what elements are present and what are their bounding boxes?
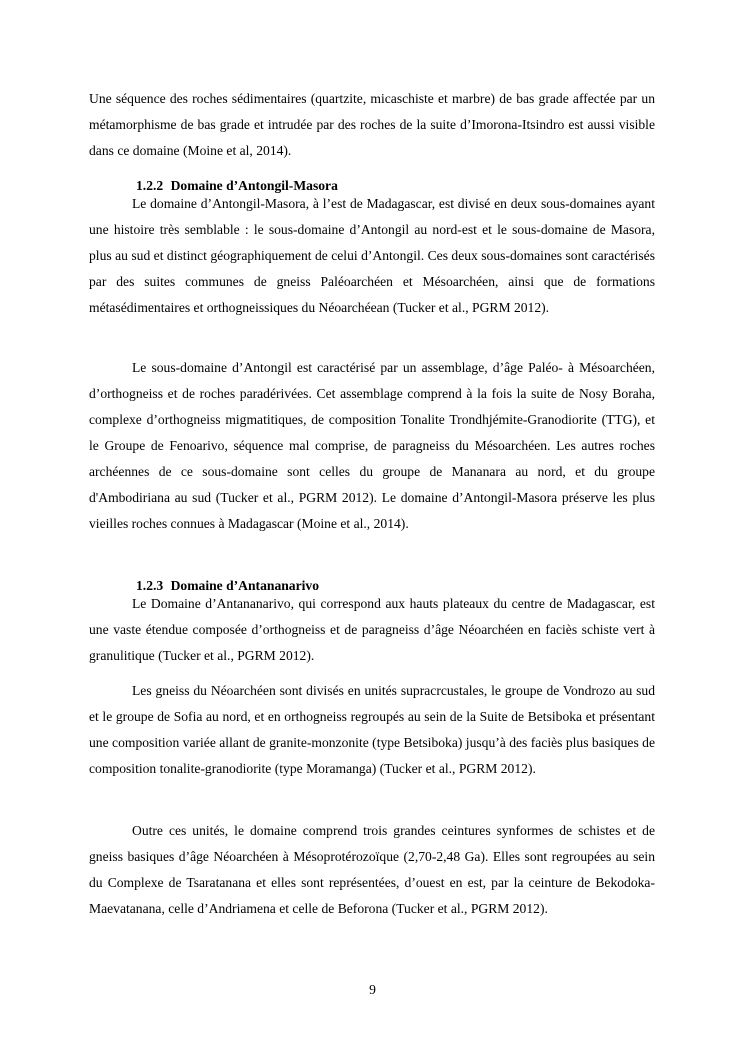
paragraph-synform-belts: Outre ces unités, le domaine comprend trois grandes ceintures synformes de schistes et de gneiss basiques d’âge Néoarchéen à Mésoprotérozoïque (2,70-2,48 Ga). Elles sont regroupées au sein du Complexe de Tsaratanana et elles sont représentées, d’ouest en est, par la ceinture de Bekodoka-Maevatanana, celle d’Andriamena et celle de Beforona (Tucker et al., PGRM 2012). bbox=[89, 823, 655, 916]
paragraph-neoarchean-gneiss: Les gneiss du Néoarchéen sont divisés en unités supracrcustales, le groupe de Vondrozo au sud et le groupe de Sofia au nord, et en orthogneiss regroupés au sein de la Suite de Betsiboka et présentant une composition variée allant de granite-monzonite (type Betsiboka) jusqu’à des faciès plus basiques de composition tonalite-granodiorite (type Moramanga) (Tucker et al., PGRM 2012). bbox=[89, 683, 655, 776]
paragraph-sedimentary-sequence: Une séquence des roches sédimentaires (quartzite, micaschiste et marbre) de bas grade affectée par un métamorphisme de bas grade et intrudée par des roches de la suite d’Imorona-Itsindro est aussi visible dans ce domaine (Moine et al, 2014). bbox=[89, 91, 655, 158]
page-number: 9 bbox=[369, 982, 376, 997]
section-number: 1.2.3 bbox=[136, 578, 164, 593]
section-title: Domaine d’Antongil-Masora bbox=[170, 178, 338, 193]
section-title: Domaine d’Antananarivo bbox=[170, 578, 320, 593]
paragraph-antongil-masora-intro: Le domaine d’Antongil-Masora, à l’est de Madagascar, est divisé en deux sous-domaines ayant une histoire très semblable : le sous-domaine d’Antongil au nord-est et le sous-domaine de Masora, plus au sud et distinct géographiquement de celui d’Antongil. Ces deux sous-domaines sont caractérisés par des suites communes de gneiss Paléoarchéen et Mésoarchéen, ainsi que de formations métasédimentaires et orthogneissiques du Néoarchéean (Tucker et al., PGRM 2012). bbox=[89, 196, 655, 315]
section-number: 1.2.2 bbox=[136, 178, 164, 193]
paragraph-antananarivo-intro: Le Domaine d’Antananarivo, qui correspond aux hauts plateaux du centre de Madagascar, est une vaste étendue composée d’orthogneiss et de paragneiss d’âge Néoarchéen en faciès schiste vert à granulitique (Tucker et al., PGRM 2012). bbox=[89, 596, 655, 663]
paragraph-antongil-subdomain: Le sous-domaine d’Antongil est caractérisé par un assemblage, d’âge Paléo- à Mésoarchéen, d’orthogneiss et de roches paradérivées. Cet assemblage comprend à la fois la suite de Nosy Boraha, complexe d’orthogneiss migmatitiques, de composition Tonalite Trondhjémite-Granodiorite (TTG), et le Groupe de Fenoarivo, séquence mal comprise, de paragneiss du Mésoarchéen. Les autres roches archéennes de ce sous-domaine sont celles du groupe de Mananara au nord, et du groupe d'Ambodiriana au sud (Tucker et al., PGRM 2012). Le domaine d’Antongil-Masora préserve les plus vieilles roches connues à Madagascar (Moine et al., 2014). bbox=[89, 360, 655, 531]
